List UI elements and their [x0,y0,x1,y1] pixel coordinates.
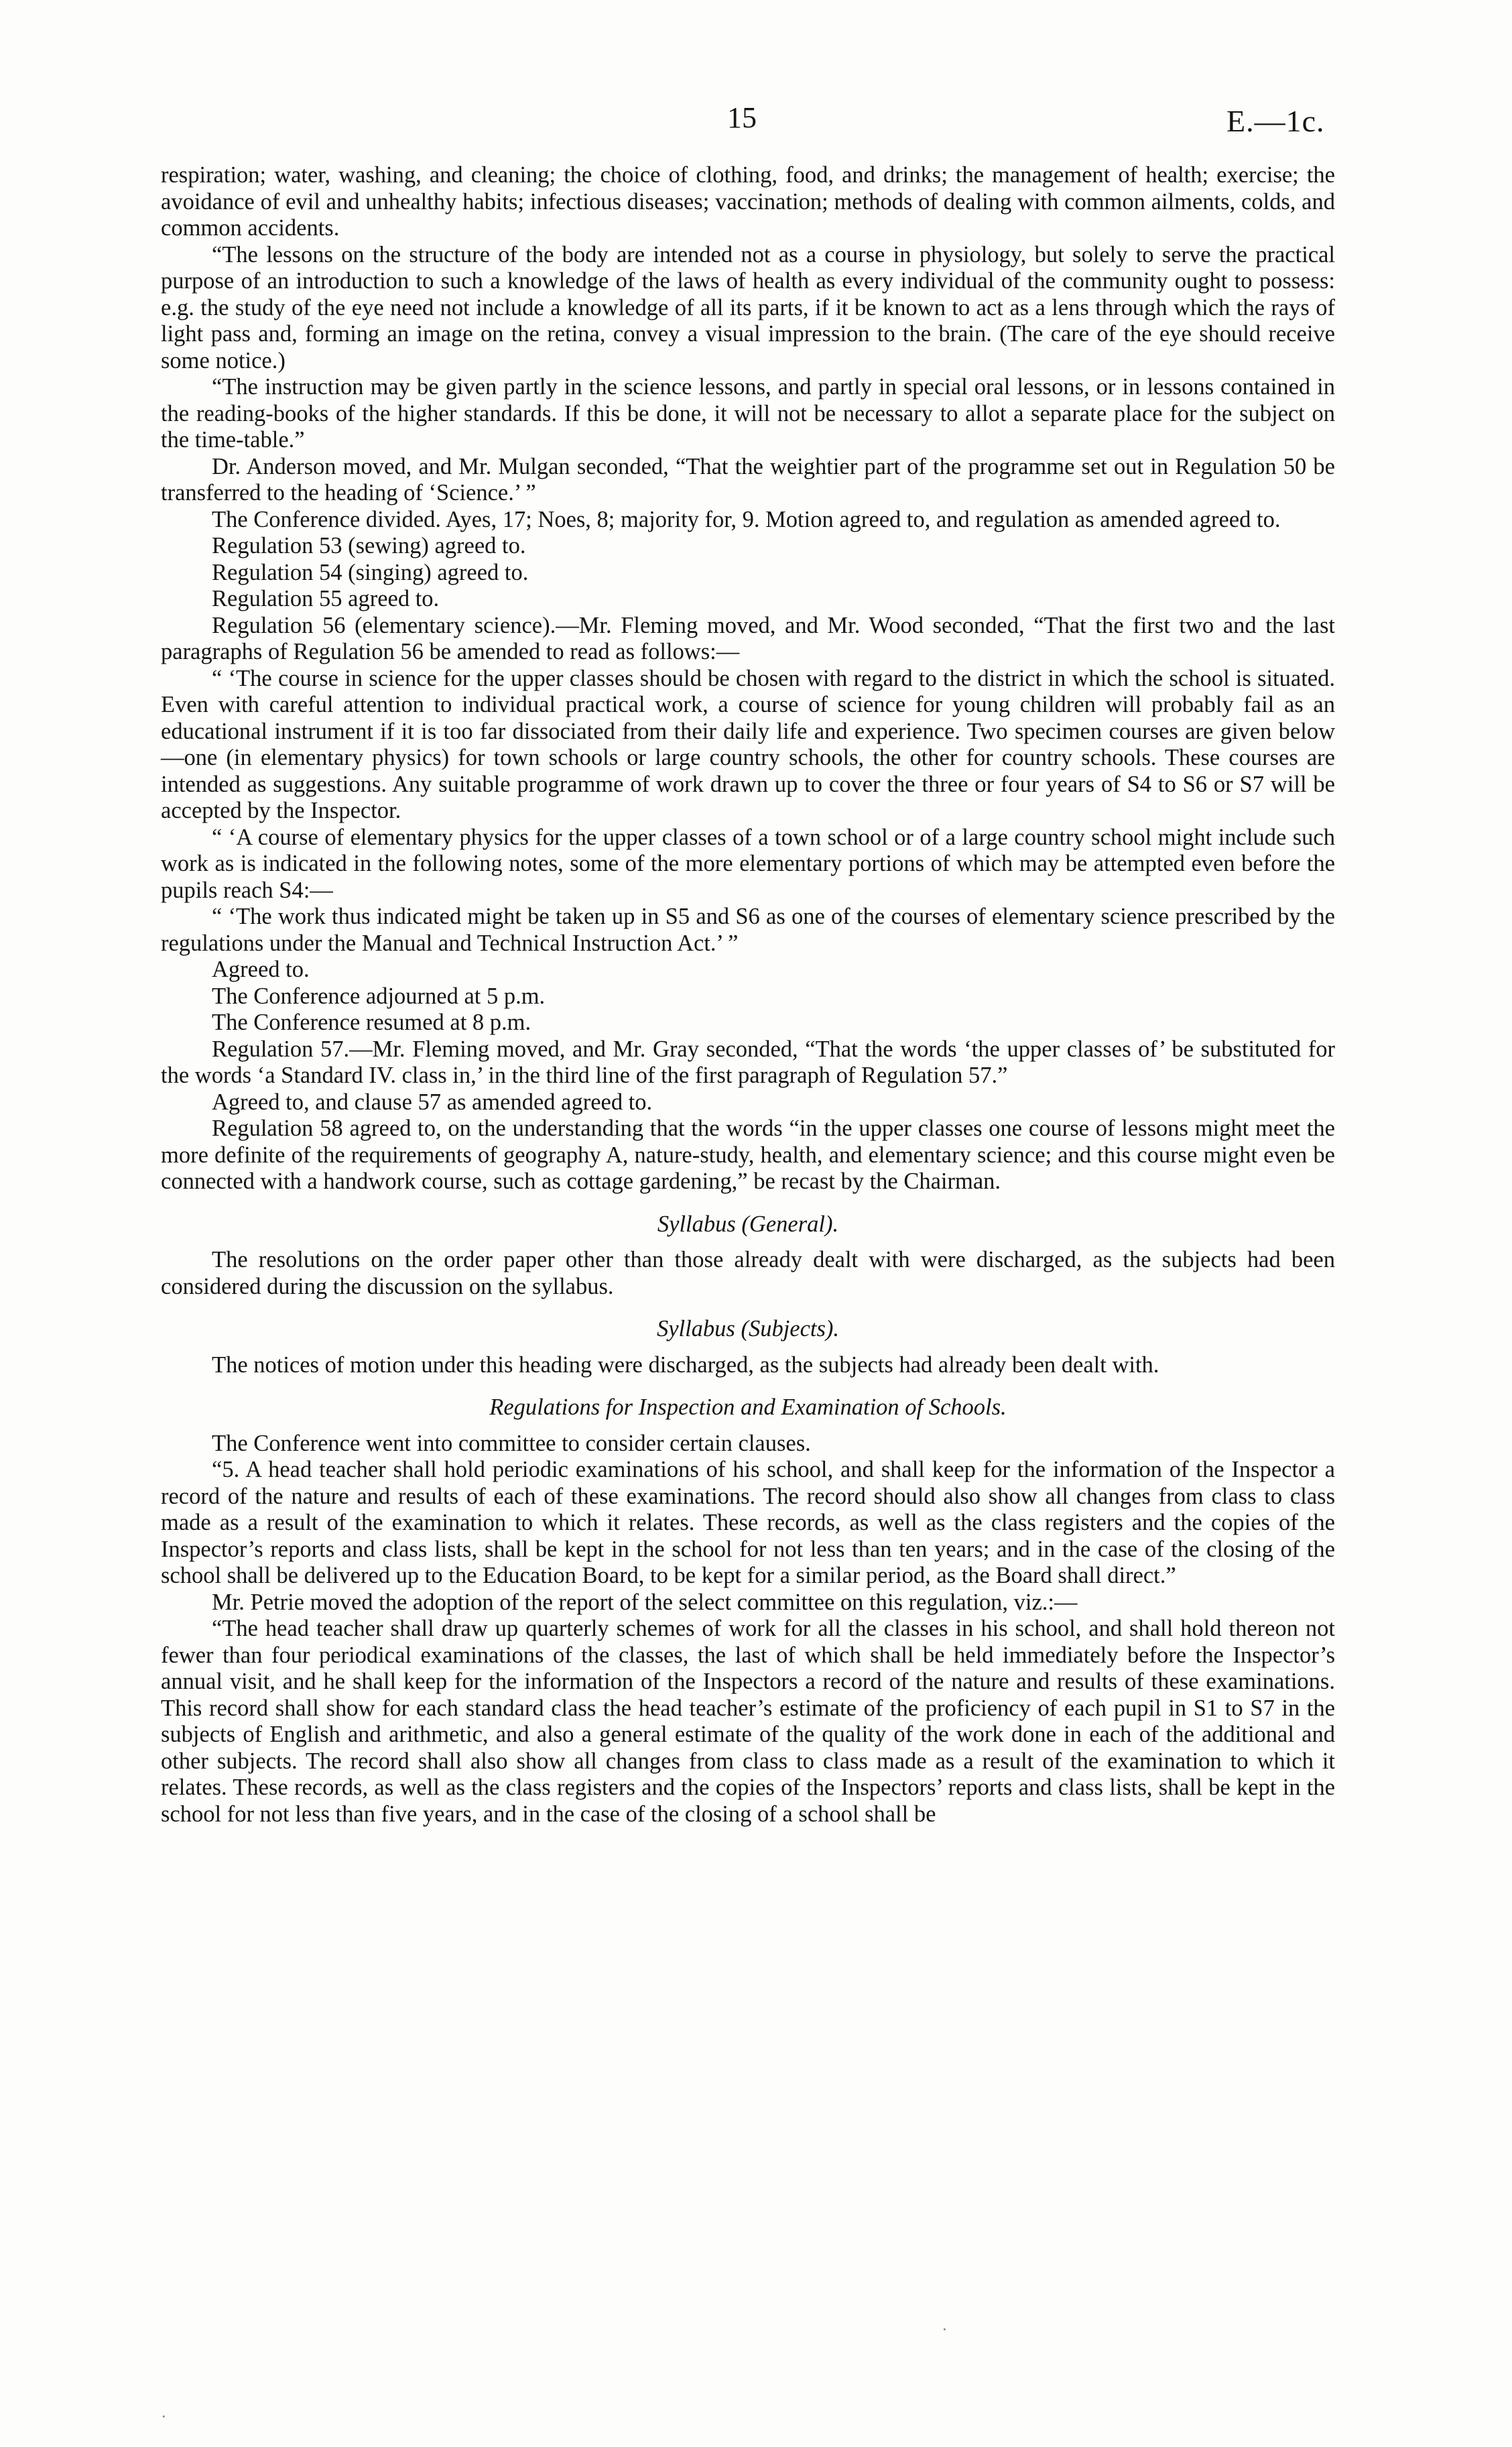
paragraph: The Conference divided. Ayes, 17; Noes, 8; majority for, 9. Motion agreed to, and regulation as amended agreed to. [212,506,1281,532]
paragraph: The resolutions on the order paper other than those already dealt with were discharged, as the subjects had been considered during the discussion on the syllabus. [161,1247,1335,1299]
paragraph: respiration; water, washing, and cleaning; the choice of clothing, food, and drinks; the management of health; exercise; the avoidance of evil and unhealthy habits; infectious diseases; vaccination; methods of dealing with common ailments, colds, and common accidents. [161,162,1335,241]
paragraph: Agreed to, and clause 57 as amended agreed to. [212,1089,653,1115]
paragraph: Regulation 53 (sewing) agreed to. [212,533,526,558]
paragraph: “ ‘The course in science for the upper classes should be chosen with regard to the district in which the school is situated. Even with careful attention to individual practical work, a course of science for young children will probably fail as an educational instrument if it is too far dissociated from their daily life and experience. Two specimen courses are given below—one (in elementary physics) for town schools or large country schools, the other for country schools. These courses are intended as suggestions. Any suitable programme of work drawn up to cover the three or four years of S4 to S6 or S7 will be accepted by the Inspector. [161,665,1335,823]
body-text [161,162,1335,1828]
paragraph: Agreed to. [212,957,310,982]
paragraph: “The instruction may be given partly in the science lessons, and partly in special oral lessons, or in lessons contained in the reading-books of the higher standards. If this be done, it will not be necessary to allot a separate place for the subject on the time-table.” [161,374,1335,453]
paragraph: The Conference adjourned at 5 p.m. [212,983,546,1009]
page-header [0,101,1512,147]
paragraph: Regulation 56 (elementary science).—Mr. Fleming moved, and Mr. Wood seconded, “That the first two and the last paragraphs of Regulation 56 be amended to read as follows:— [161,612,1335,664]
paragraph: The Conference went into committee to consider certain clauses. [212,1430,811,1456]
paragraph: The Conference resumed at 8 p.m. [212,1010,531,1035]
scan-speck: · [942,2320,948,2339]
paragraph: Regulation 55 agreed to. [212,586,440,611]
scan-speck: · [161,2407,167,2426]
paragraph: Regulation 54 (singing) agreed to. [212,559,529,585]
section-heading: Regulations for Inspection and Examination of Schools. [489,1394,1007,1420]
paragraph: “The head teacher shall draw up quarterly schemes of work for all the classes in his school, and shall hold thereon not fewer than four periodical examinations of the classes, the last of which shall be held immediately before the Inspector’s annual visit, and he shall keep for the information of the Inspectors a record of the nature and results of these examinations. This record shall show for each standard class the head teacher’s estimate of the proficiency of each pupil in S1 to S7 in the subjects of English and arithmetic, and also a general estimate of the quality of the work done in each of the additional and other subjects. The record shall also show all changes from class to class made as a result of the examination to which it relates. These records, as well as the class registers and the copies of the Inspectors’ reports and class lists, shall be kept in the school for not less than five years, and in the case of the closing of a school shall be [161,1616,1335,1827]
paragraph: The notices of motion under this heading were discharged, as the subjects had already been dealt with. [212,1352,1159,1378]
paragraph: Regulation 57.—Mr. Fleming moved, and Mr. Gray seconded, “That the words ‘the upper classes of’ be substituted for the words ‘a Standard IV. class in,’ in the third line of the first paragraph of Regulation 57.” [161,1036,1335,1088]
section-heading: Syllabus (Subjects). [656,1316,840,1341]
paragraph: Dr. Anderson moved, and Mr. Mulgan seconded, “That the weightier part of the programme set out in Regulation 50 be transferred to the heading of ‘Science.’ ” [161,453,1335,505]
paragraph: Regulation 58 agreed to, on the understanding that the words “in the upper classes one course of lessons might meet the more definite of the requirements of geography A, nature-study, health, and elementary science; and this course might even be connected with a handwork course, such as cottage gardening,” be recast by the Chairman. [161,1116,1335,1194]
paragraph: “5. A head teacher shall hold periodic examinations of his school, and shall keep for the information of the Inspector a record of the nature and results of each of these examinations. The record should also show all changes from class to class made as a result of the examination to which it relates. These records, as well as the class registers and the copies of the Inspector’s reports and class lists, shall be kept in the school for not less than ten years; and in the case of the closing of the school shall be delivered up to the Education Board, to be kept for a similar period, as the Board shall direct.” [161,1457,1335,1588]
page-number: 15 [727,101,757,134]
paragraph: “ ‘A course of elementary physics for the upper classes of a town school or of a large country school might include such work as is indicated in the following notes, some of the more elementary portions of which may be attempted even before the pupils reach S4:— [161,824,1335,903]
paragraph: “ ‘The work thus indicated might be taken up in S5 and S6 as one of the courses of elementary science prescribed by the regulations under the Manual and Technical Instruction Act.’ ” [161,904,1335,956]
paragraph: “The lessons on the structure of the body are intended not as a course in physiology, but solely to serve the practical purpose of an introduction to such a knowledge of the laws of health as every individual of the community ought to possess: e.g. the study of the eye need not include a knowledge of all its parts, if it be known to act as a lens through which the rays of light pass and, forming an image on the retina, convey a visual impression to the brain. (The care of the eye should receive some notice.) [161,241,1335,373]
section-heading: Syllabus (General). [657,1211,839,1237]
paragraph: Mr. Petrie moved the adoption of the report of the select committee on this regulation, viz.:— [212,1589,1078,1615]
document-reference: E.—1c. [1226,104,1325,138]
